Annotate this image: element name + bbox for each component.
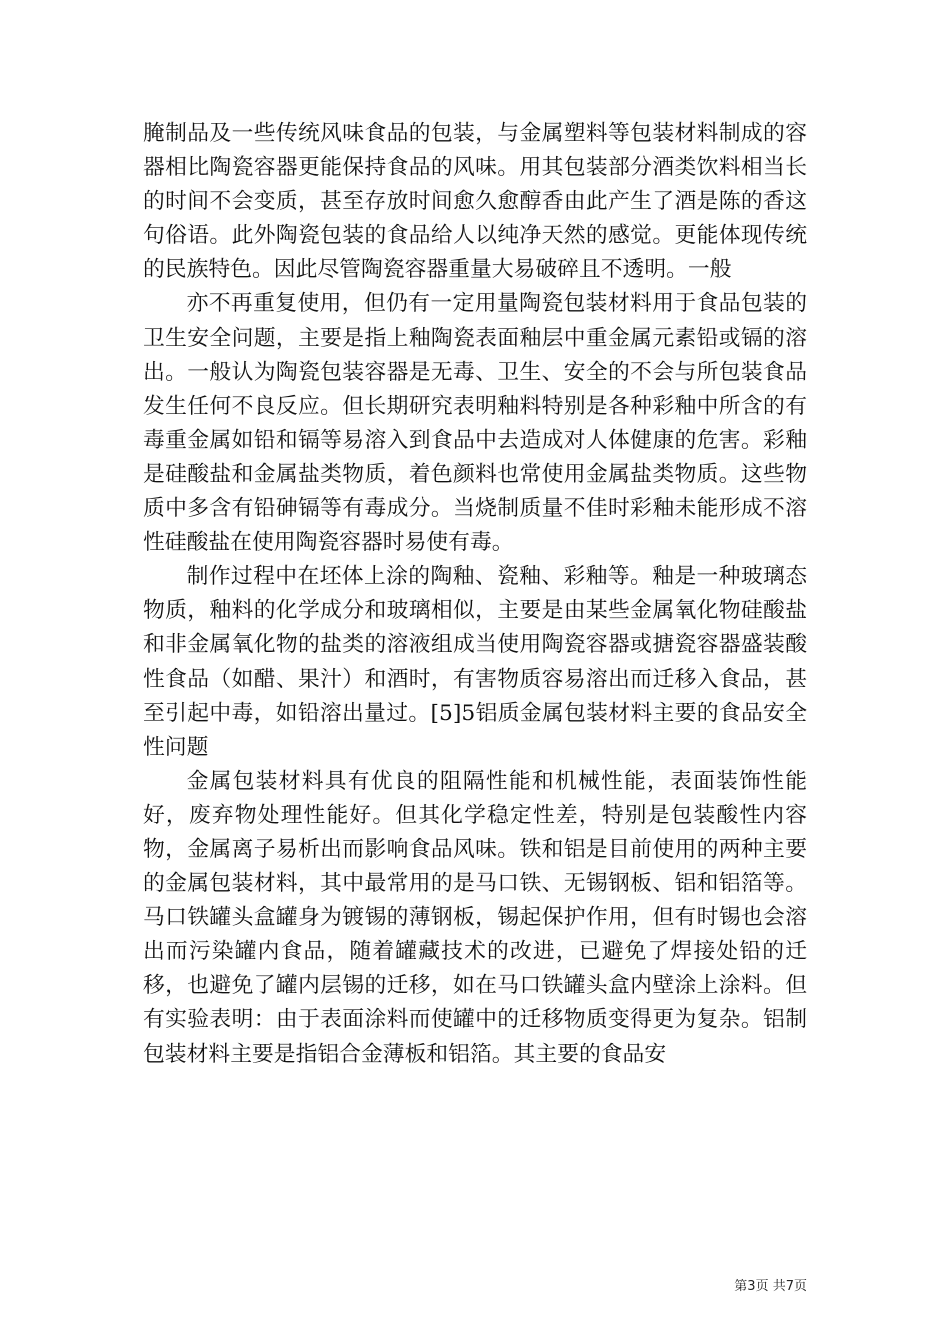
page-footer: [734, 1278, 807, 1296]
footer-middle: 页 共: [755, 1279, 786, 1294]
footer-current-page: 3: [747, 1279, 756, 1294]
paragraph-3: 制作过程中在坯体上涂的陶釉、瓷釉、彩釉等。釉是一种玻璃态物质，釉料的化学成分和玻璃相似，主要是由某些金属氧化物硅酸盐和非金属氧化物的盐类的溶液组成当使用陶瓷容器或搪瓷容器盛装酸性食品（如醋、果汁）和酒时，有害物质容易溶出而迁移入食品，甚至引起中毒，如铅溶出量过。[5]5铝质金属包装材料主要的食品安全性问题: [143, 564, 807, 760]
paragraph-4: 金属包装材料具有优良的阻隔性能和机械性能，表面装饰性能好，废弃物处理性能好。但其化学稳定性差，特别是包装酸性内容物，金属离子易析出而影响食品风味。铁和铝是目前使用的两种主要的金属包装材料，其中最常用的是马口铁、无锡钢板、铝和铝箔等。马口铁罐头盒罐身为镀锡的薄钢板，锡起保护作用，但有时锡也会溶出而污染罐内食品，随着罐藏技术的改进，已避免了焊接处铅的迁移，也避免了罐内层锡的迁移，如在马口铁罐头盒内壁涂上涂料。但有实验表明：由于表面涂料而使罐中的迁移物质变得更为复杂。铝制包装材料主要是指铝合金薄板和铝箔。其主要的食品安: [143, 768, 807, 1067]
paragraph-1: 腌制品及一些传统风味食品的包装，与金属塑料等包装材料制成的容器相比陶瓷容器更能保持食品的风味。用其包装部分酒类饮料相当长的时间不会变质，甚至存放时间愈久愈醇香由此产生了酒是陈的香这句俗语。此外陶瓷包装的食品给人以纯净天然的感觉。更能体现传统的民族特色。因此尽管陶瓷容器重量大易破碎且不透明。一般: [143, 121, 807, 283]
footer-prefix: 第: [734, 1279, 748, 1294]
footer-suffix: 页: [793, 1279, 807, 1294]
paragraph-2: 亦不再重复使用，但仍有一定用量陶瓷包装材料用于食品包装的卫生安全问题，主要是指上釉陶瓷表面釉层中重金属元素铅或镉的溶出。一般认为陶瓷包装容器是无毒、卫生、安全的不会与所包装食品发生任何不良反应。但长期研究表明釉料特别是各种彩釉中所含的有毒重金属如铅和镉等易溶入到食品中去造成对人体健康的危害。彩釉是硅酸盐和金属盐类物质，着色颜料也常使用金属盐类物质。这些物质中多含有铅砷镉等有毒成分。当烧制质量不佳时彩釉未能形成不溶性硅酸盐在使用陶瓷容器时易使有毒。: [143, 291, 807, 556]
footer-total-pages: 7: [785, 1279, 794, 1294]
document-body: [143, 117, 807, 1072]
